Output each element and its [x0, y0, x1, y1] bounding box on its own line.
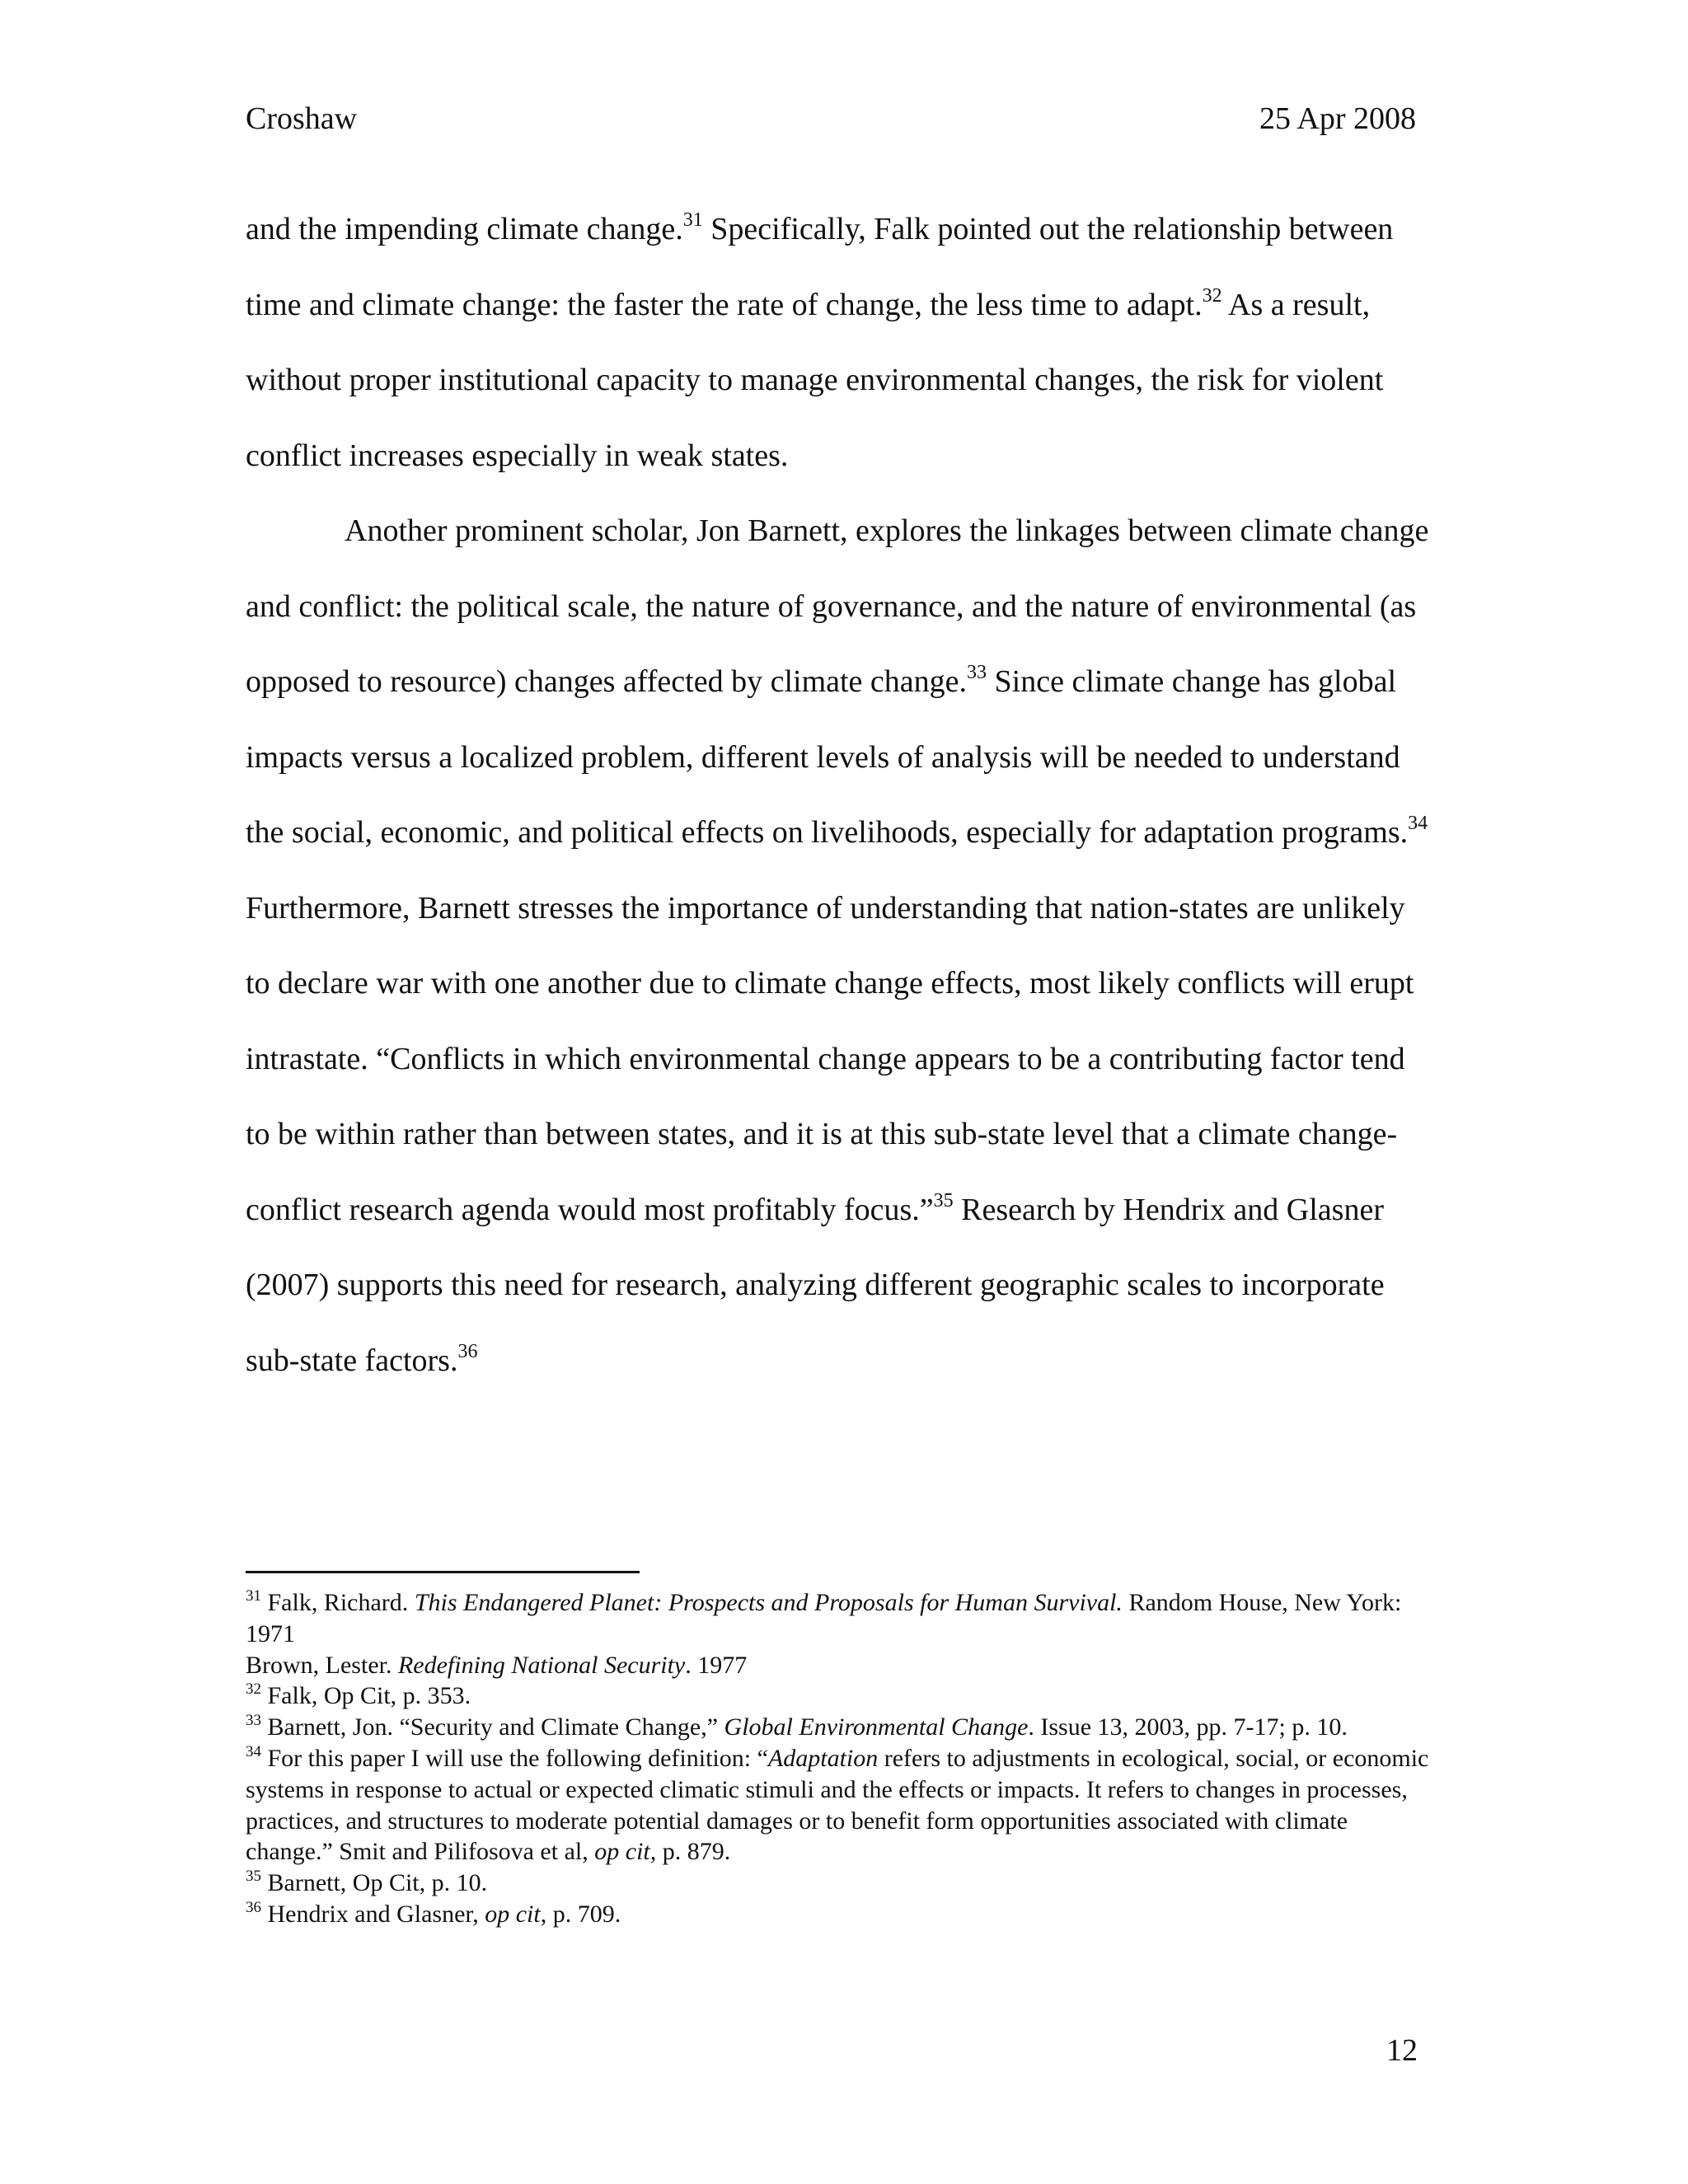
footnote-ref-36: 36 [457, 1340, 478, 1362]
citation-abbrev: op cit [485, 1900, 541, 1928]
book-title: Redefining National Security [397, 1651, 686, 1679]
text-run: Falk, Richard. [261, 1589, 415, 1616]
footnote-separator [246, 1571, 640, 1573]
paragraph-1 [246, 192, 1432, 494]
body-text [246, 192, 1432, 1399]
footnote-33 [246, 1712, 1432, 1743]
footnote-ref-32: 32 [1202, 284, 1222, 307]
footnote-35 [246, 1868, 1432, 1899]
footnote-ref-33: 33 [967, 662, 987, 684]
text-run: Another prominent scholar, Jon Barnett, explores the linkages between climate change and conflict: the political scale, the nature of governance, and the nature of environmental (as opposed to resource) changes affected by climate change. [246, 513, 1429, 699]
footnote-ref-35: 35 [933, 1189, 954, 1212]
text-run: Barnett, Jon. “Security and Climate Change,” [261, 1713, 724, 1741]
running-header-date: 25 Apr 2008 [1259, 101, 1416, 136]
text-run: Furthermore, Barnett stresses the importance of understanding that nation-states are unlikely to declare war with one another due to climate change effects, most likely conflicts will erupt intrastate. “Conflicts in which environmental change appears to be a contributing factor tend to be within rather than between states, and it is at this sub-state level that a climate change-conflict research agenda would most profitably focus.” [246, 890, 1414, 1227]
text-run: Specifically, Falk pointed out the relationship between time and climate change: the faster the rate of change, the less time to adapt. [246, 212, 1394, 322]
footnote-ref-31: 31 [682, 209, 703, 232]
book-title: This Endangered Planet [414, 1589, 654, 1616]
running-header-author: Croshaw [246, 101, 358, 136]
footnote-31 [246, 1587, 1432, 1650]
text-run: Random House, New York: 1971 [246, 1589, 1402, 1647]
journal-title: Global Environmental Change [724, 1713, 1029, 1741]
footnote-ref-34: 34 [1408, 813, 1428, 835]
footnote-number: 35 [246, 1868, 261, 1886]
paragraph-2 [246, 494, 1432, 1399]
footnote-36 [246, 1899, 1432, 1930]
text-run: Falk, Op Cit, p. 353. [261, 1682, 471, 1710]
page-number: 12 [1386, 2033, 1418, 2068]
footnote-number: 34 [246, 1742, 261, 1760]
text-run: : [654, 1589, 668, 1616]
text-run: For this paper I will use the following definition: “ [261, 1744, 768, 1772]
text-run: Since climate change has global impacts versus a localized problem, different levels of analysis will be needed to understand the social, economic, and political effects on livelihoods, especially for adaptation programs. [246, 664, 1409, 850]
text-run: Brown, Lester. [246, 1651, 398, 1679]
footnotes [246, 1587, 1432, 1930]
footnote-number: 33 [246, 1712, 261, 1730]
text-run: and the impending climate change. [246, 212, 683, 246]
text-run: , p. 709. [540, 1900, 621, 1928]
footnote-34 [246, 1743, 1432, 1868]
text-run: Barnett, Op Cit, p. 10. [261, 1869, 488, 1897]
text-run: . Issue 13, 2003, pp. 7-17; p. 10. [1028, 1713, 1348, 1741]
text-run: . 1977 [685, 1651, 748, 1679]
text-run: , p. 879. [649, 1838, 731, 1866]
text-run: Hendrix and Glasner, [261, 1900, 485, 1928]
footnote-number: 36 [246, 1898, 261, 1916]
text-run: Research by Hendrix and Glasner (2007) supports this need for research, analyzing different geographic scales to incorporate sub-state factors. [246, 1192, 1385, 1378]
footnote-32 [246, 1680, 1432, 1712]
footnote-31-continued [246, 1650, 1432, 1681]
text-run: refers to adjustments in ecological, social, or economic systems in response to actual or expected climatic stimuli and the effects or impacts. It refers to changes in processes, practices, and structures to moderate potential damages or to benefit form opportunities associated with climate change.” Smit and Pilifosova et al, [246, 1744, 1429, 1866]
footnote-number: 32 [246, 1680, 261, 1699]
footnote-number: 31 [246, 1587, 261, 1605]
text-run: As a result, without proper institutional capacity to manage environmental changes, the risk for violent conflict increases especially in weak states. [246, 287, 1384, 473]
defined-term: Adaptation [767, 1744, 879, 1772]
book-subtitle: Prospects and Proposals for Human Survival. [668, 1589, 1123, 1616]
citation-abbrev: op cit [594, 1838, 650, 1866]
